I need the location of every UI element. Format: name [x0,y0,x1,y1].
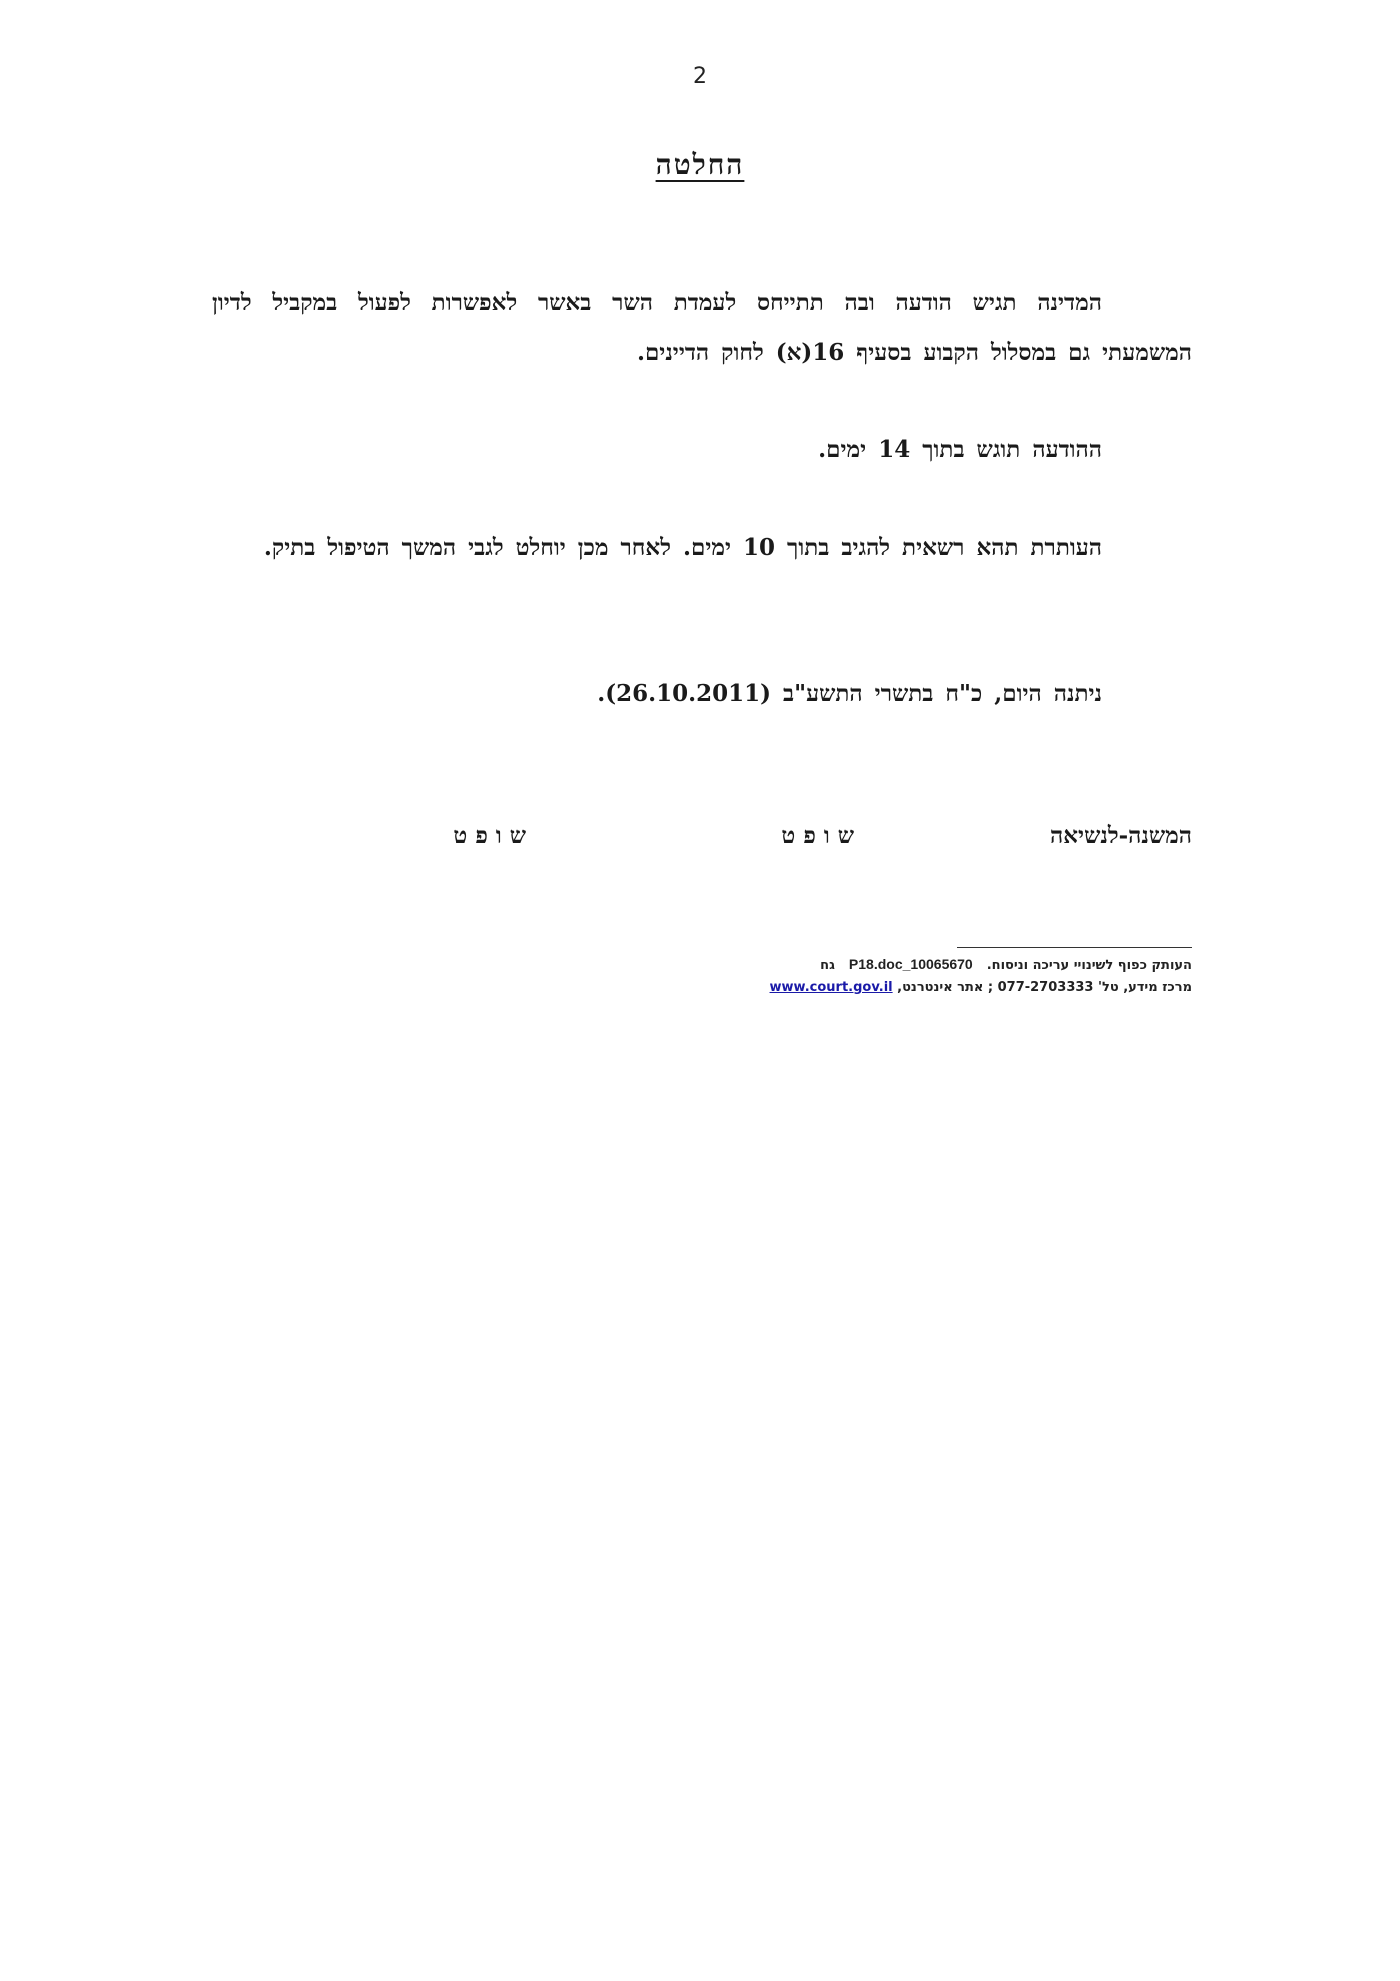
paragraph-text: העותרת תהא רשאית להגיב בתוך 10 ימים. לאחר מכן יוחלט לגבי המשך הטיפול בתיק. [263,534,1102,561]
signature-block [212,822,1192,862]
page-number: 2 [693,64,707,89]
footer-line-1 [592,953,1192,977]
signature-deputy-president: המשנה-לנשיאה [1050,822,1192,849]
decision-paragraph-1 [212,278,1192,378]
signature-judge-1: שופט [781,822,862,849]
footer-info-center: מרכז מידע, טל' 077-2703333 ; אתר אינטרנט, [897,980,1192,995]
footer-copy-notice: העותק כפוף לשינויי עריכה וניסוח. [986,958,1192,973]
paragraph-text: ניתנה היום, כ"ח בתשרי התשע"ב (26.10.2011). [597,680,1102,707]
footer-website-link[interactable]: www.court.gov.il [769,980,893,995]
footer-line-2 [592,977,1192,999]
decision-paragraph-3 [212,523,1192,573]
footer-initials: גח [820,958,835,973]
signature-judge-2: שופט [453,822,534,849]
decision-paragraph-2 [212,425,1192,475]
paragraph-text: ההודעה תוגש בתוך 14 ימים. [818,436,1102,463]
footer-divider [957,947,1192,948]
paragraph-text: המדינה תגיש הודעה ובה תתייחס לעמדת השר באשר לאפשרות לפעול במקביל לדיון המשמעתי גם במסלול הקבוע בסעיף 16(א) לחוק הדיינים. [212,289,1192,366]
date-given-line [212,669,1192,719]
footer-filename: 10065670_P18.doc [848,956,973,972]
document-footer [592,953,1192,999]
document-title: החלטה [655,148,745,181]
